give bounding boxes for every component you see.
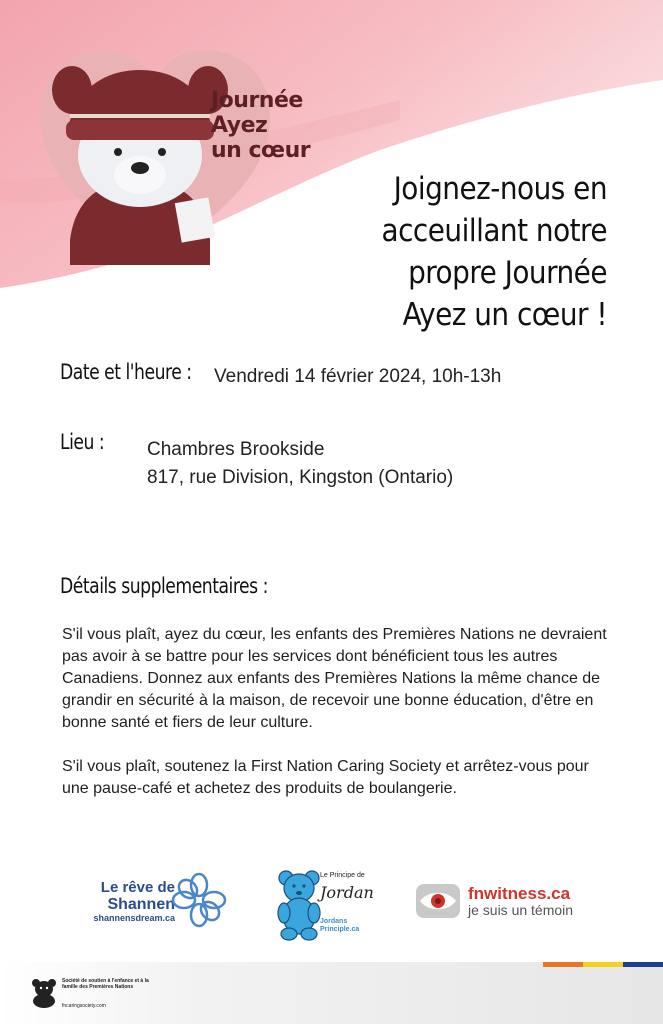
fnwitness-logo [416, 882, 596, 922]
bear-icon [30, 978, 58, 1008]
details-heading [60, 574, 314, 598]
location-value [147, 436, 453, 492]
strip-orange [543, 962, 583, 967]
date-value: Vendredi 14 février 2024, 10h-13h [214, 366, 502, 387]
strip-yellow [583, 962, 623, 967]
jordans-principle-logo [276, 866, 374, 942]
caring-society-name: Société de soutien à l'enfance et à la famille des Premières Nations [62, 978, 149, 990]
tagline-line: propre Journée [408, 255, 607, 291]
date-row [60, 360, 502, 387]
details-label: Détails supplementaires : [60, 574, 268, 598]
strip-blue [623, 962, 663, 967]
date-label: Date et l'heure : [60, 360, 192, 384]
eye-icon [416, 884, 460, 918]
tagline-line: Ayez un cœur ! [402, 297, 607, 333]
jordan-line-1: Le Principe de [320, 872, 365, 879]
location-line-2: 817, rue Division, Kingston (Ontario) [147, 467, 454, 488]
fnwitness-url: fnwitness.ca [468, 884, 571, 903]
shannen-url: shannensdream.ca [93, 913, 175, 923]
jordan-line-2: Jordan [320, 883, 374, 902]
location-label: Lieu : [60, 430, 105, 454]
location-row [60, 430, 454, 488]
event-title-line: un cœur [211, 138, 311, 163]
teddy-bear-icon [276, 868, 322, 942]
location-line-1: Chambres Brookside [147, 439, 325, 460]
details-body [62, 624, 607, 822]
fnwitness-tagline: je suis un témoin [468, 902, 574, 918]
event-title-line: Ayez [211, 113, 268, 138]
jordan-url: Jordans Principle.ca [320, 918, 360, 933]
caring-society-logo [30, 978, 150, 1018]
shannens-dream-logo [89, 872, 229, 932]
flower-icon [171, 872, 227, 928]
caring-society-url: fncaringsociety.com [62, 1003, 106, 1009]
tagline-line: Joignez-nous en [393, 171, 607, 207]
details-paragraph-1: S'il vous plaît, ayez du cœur, les enfants des Premières Nations ne devraient pas avoir à se battre pour les services dont bénéficient tous les autres Canadiens. Donnez aux enfants des Premières Nations la même chance de grandir en sécurité à la maison, de recevoir une bonne éducation, d'être en bonne santé et fiers de leur culture. [62, 626, 607, 731]
tagline [307, 168, 607, 336]
event-title-line: Journée [211, 88, 303, 113]
shannen-line-1: Le rêve de [100, 879, 175, 896]
event-title [211, 88, 341, 163]
shannen-line-2: Shannen [107, 896, 175, 913]
tagline-line: acceuillant notre [381, 213, 607, 249]
details-paragraph-2: S'il vous plaît, soutenez la First Nation Caring Society et arrêtez-vous pour une pause-café et achetez des produits de boulangerie. [62, 758, 589, 797]
